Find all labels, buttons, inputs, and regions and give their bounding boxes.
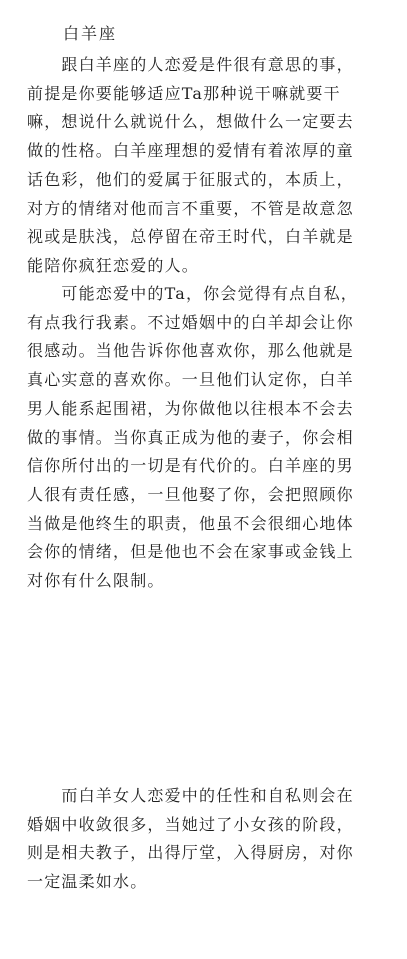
paragraph-1: 跟白羊座的人恋爱是件很有意思的事， 前提是你要能够适应Ta那种说干嘛就要干 嘛，想说什么就说什么，想做什么一定要去 做的性格。白羊座理想的爱情有着浓厚的童 话色彩，他们的爱属于征服式的，本质上， 对方的情绪对他而言不重要，不管是故意忽 视或是肤浅，总停留在帝王时代，白羊就是 能陪你疯狂恋爱的人。 — [27, 55, 354, 275]
article-title: 白羊座 — [63, 24, 118, 43]
paragraph-3: 而白羊女人恋爱中的任性和自私则会在 婚姻中收敛很多，当她过了小女孩的阶段， 则是相夫教子，出得厅堂，入得厨房，对你 一定温柔如水。 — [27, 786, 354, 892]
paragraph-2: 可能恋爱中的Ta，你会觉得有点自私， 有点我行我素。不过婚姻中的白羊却会让你 很感动。当他告诉你他喜欢你，那么他就是 真心实意的喜欢你。一旦他们认定你，白羊 男人能系起围裙，为你做他以往根本不会去 做的事情。当你真正成为他的妻子，你会相 信你所付出的一切是有代价的。白羊座的男 人很有责任感，一旦他娶了你，会把照顾你 当做是他终生的职责，他虽不会很细心地体 会你的情绪，但是他也不会在家事或金钱上 对你有什么限制。 — [27, 284, 358, 591]
